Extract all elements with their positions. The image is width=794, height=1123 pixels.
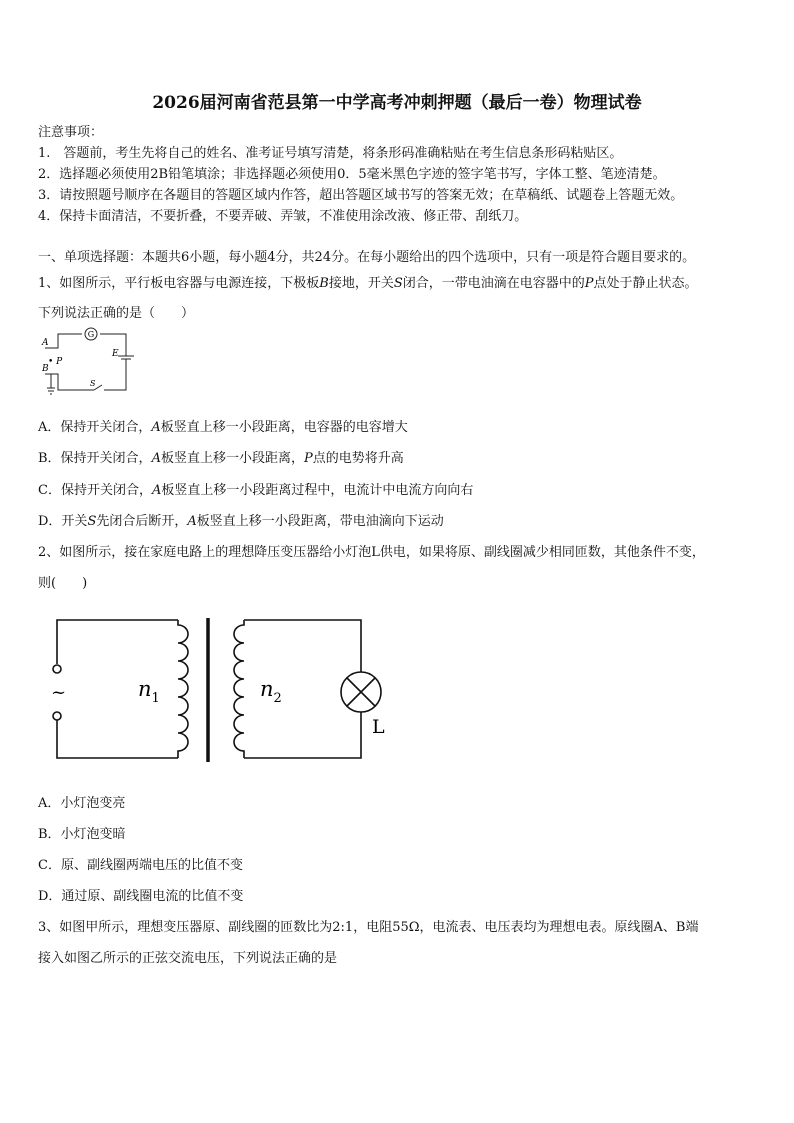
notice-item: 1. 答题前，考生先将自己的姓名、准考证号填写清楚，将条形码准确粘贴在考生信息条形码粘贴区。 [38,146,623,161]
q1-option-c: C．保持开关闭合，A板竖直上移一小段距离过程中，电流计中电流方向向右 [38,483,474,498]
secondary-turns-label: $n_2$ [260,677,282,706]
q2-option-a: A．小灯泡变亮 [38,796,126,811]
point-p-label: • P [48,357,63,367]
q1-stem: 1、如图所示，平行板电容器与电源连接，下极板B接地，开关S闭合，一带电油滴在电容器中的P点处于静止状态。 [38,276,698,291]
q2-option-d: D．通过原、副线圈电流的比值不变 [38,889,244,904]
notice-heading: 注意事项： [38,125,104,140]
transformer-circuit-figure [40,612,400,770]
switch-s-label: S [90,379,96,388]
q2-option-c: C．原、副线圈两端电压的比值不变 [38,858,243,873]
notice-item: 4．保持卡面清洁，不要折叠，不要弄破、弄皱，不准使用涂改液、修正带、刮纸刀。 [38,209,528,224]
galvanometer-label: G [87,330,95,339]
q3-stem: 3、如图甲所示，理想变压器原、副线圈的匝数比为2:1，电阻55Ω，电流表、电压表均为理想电表。原线圈A、B端 [38,920,699,935]
q2-stem-line2: 则( ) [38,576,88,591]
notice-item: 2．选择题必须使用2B铅笔填涂；非选择题必须使用0．5毫米黑色字迹的签字笔书写，字体工整、笔迹清楚。 [38,167,666,182]
source-e-label: E [112,349,119,359]
q2-stem: 2、如图所示，接在家庭电路上的理想降压变压器给小灯泡L供电，如果将原、副线圈减少相同匝数，其他条件不变， [38,545,705,560]
plate-a-label: A [42,338,49,348]
q1-option-a: A．保持开关闭合，A板竖直上移一小段距离，电容器的电容增大 [38,420,408,435]
lamp-label: L [372,716,385,738]
q1-stem-line2: 下列说法正确的是（ ） [38,306,195,321]
capacitor-circuit-figure [38,326,134,402]
q1-option-b: B．保持开关闭合，A板竖直上移一小段距离，P点的电势将升高 [38,451,404,466]
q2-option-b: B．小灯泡变暗 [38,827,126,842]
page-title: 2026届河南省范县第一中学高考冲刺押题（最后一卷）物理试卷 [152,93,642,113]
primary-turns-label: $n_1$ [138,677,160,706]
plate-b-label: B [42,364,49,374]
ac-source-symbol: ~ [51,682,67,703]
notice-item: 3．请按照题号顺序在各题目的答题区域内作答，超出答题区域书写的答案无效；在草稿纸、试题卷上答题无效。 [38,188,684,203]
q1-option-d: D．开关S先闭合后断开，A板竖直上移一小段距离，带电油滴向下运动 [38,514,444,529]
q3-stem-line2: 接入如图乙所示的正弦交流电压，下列说法正确的是 [38,951,338,966]
section-heading: 一、单项选择题：本题共6小题，每小题4分，共24分。在每小题给出的四个选项中，只有一项是符合题目要求的。 [38,250,696,265]
